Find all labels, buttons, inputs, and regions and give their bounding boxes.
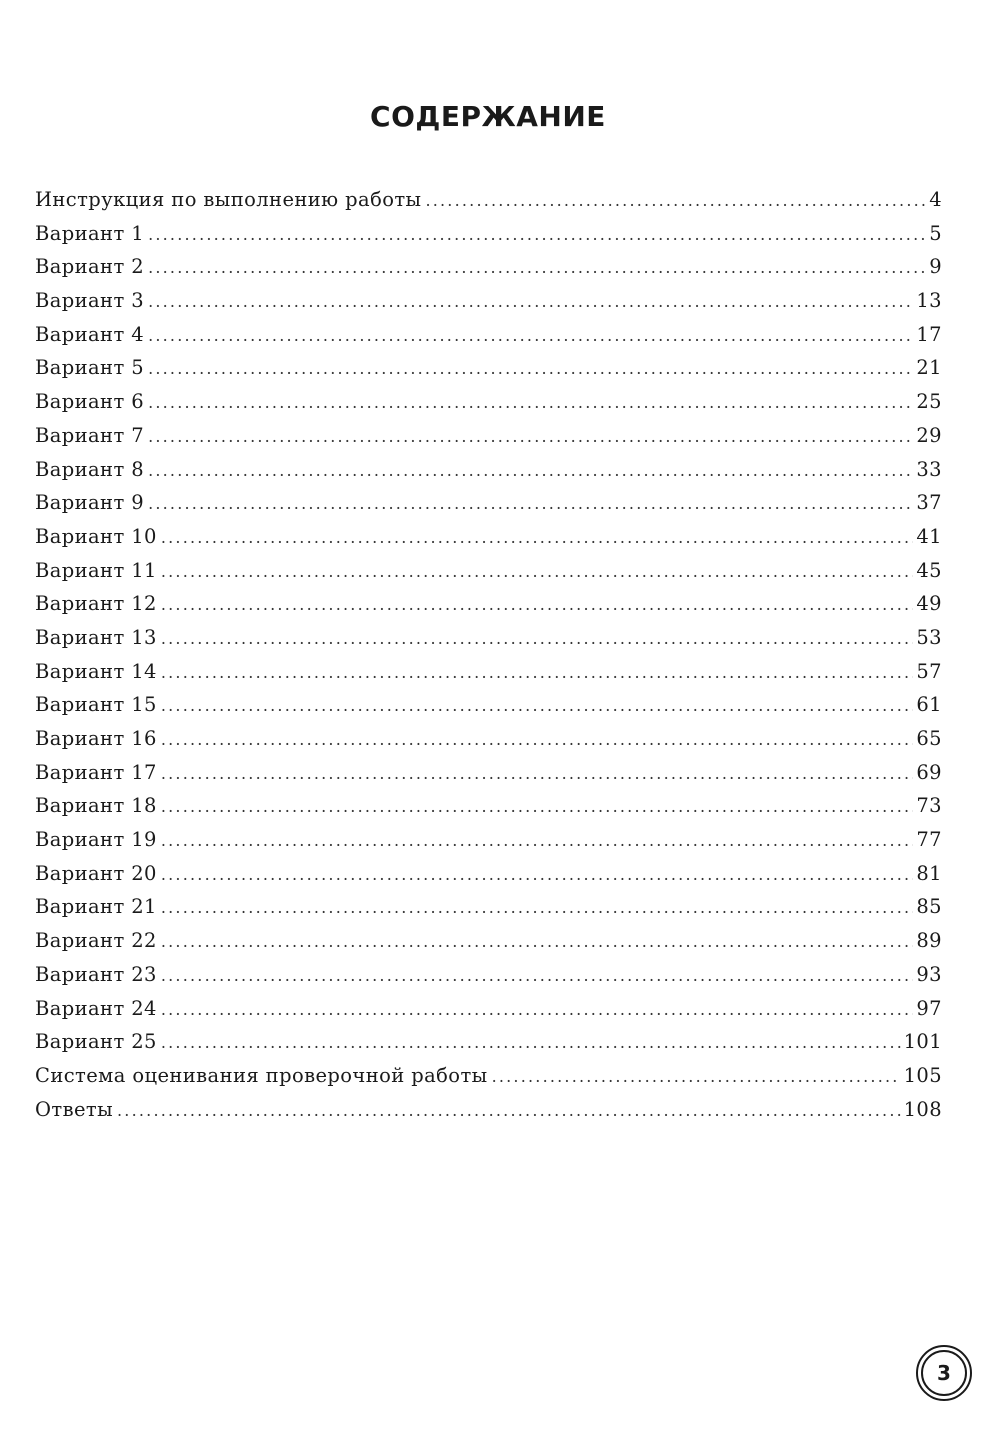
toc-dot-leader <box>161 1026 901 1060</box>
toc-entry-label: Вариант 7 <box>35 423 145 447</box>
toc-entry-label: Вариант 3 <box>35 289 145 313</box>
toc-entry <box>35 823 942 857</box>
toc-entry-label: Ответы <box>35 1097 114 1121</box>
toc-entry-label: Вариант 18 <box>35 794 157 818</box>
toc-dot-leader <box>425 184 926 218</box>
page-number-ring <box>921 1350 967 1396</box>
toc-entry-label: Вариант 15 <box>35 693 157 717</box>
toc-entry-page: 29 <box>916 423 942 447</box>
table-of-contents <box>35 183 942 1126</box>
toc-entry-label: Вариант 12 <box>35 592 157 616</box>
toc-entry-page: 101 <box>903 1030 942 1054</box>
toc-entry-page: 108 <box>903 1097 942 1121</box>
toc-entry-page: 65 <box>916 727 942 750</box>
toc-entry <box>35 1059 942 1093</box>
toc-entry <box>35 284 942 318</box>
toc-dot-leader <box>161 588 914 622</box>
toc-dot-leader <box>161 757 914 791</box>
toc-dot-leader <box>148 285 913 319</box>
toc-entry <box>35 890 942 924</box>
toc-entry-page: 73 <box>916 794 942 818</box>
toc-entry-label: Вариант 5 <box>35 356 145 380</box>
toc-entry <box>35 351 942 385</box>
toc-entry-label: Вариант 11 <box>35 558 157 582</box>
toc-dot-leader <box>148 319 913 353</box>
toc-dot-leader <box>148 454 913 488</box>
toc-entry-page: 53 <box>916 625 942 649</box>
toc-dot-leader <box>148 386 913 420</box>
toc-entry-page: 4 <box>929 188 942 211</box>
toc-entry-page: 97 <box>916 996 942 1020</box>
toc-entry-label: Вариант 10 <box>35 524 157 548</box>
toc-entry-label: Вариант 16 <box>35 727 157 750</box>
toc-dot-leader <box>161 925 914 959</box>
toc-entry <box>35 486 942 520</box>
toc-entry <box>35 857 942 891</box>
toc-entry-label: Вариант 22 <box>35 929 157 953</box>
toc-entry-label: Вариант 19 <box>35 828 157 852</box>
toc-dot-leader <box>117 1094 901 1128</box>
toc-entry <box>35 1093 942 1127</box>
toc-entry-page: 37 <box>916 491 942 515</box>
toc-entry-page: 13 <box>916 289 942 313</box>
toc-entry-label: Вариант 20 <box>35 861 157 885</box>
toc-entry-page: 49 <box>916 592 942 616</box>
toc-dot-leader <box>161 959 914 993</box>
toc-dot-leader <box>161 824 914 858</box>
toc-entry <box>35 756 942 790</box>
toc-dot-leader <box>148 487 913 521</box>
toc-entry <box>35 789 942 823</box>
toc-dot-leader <box>148 420 913 454</box>
toc-entry-label: Вариант 14 <box>35 659 157 683</box>
toc-dot-leader <box>161 858 914 892</box>
toc-entry-label: Вариант 23 <box>35 962 157 986</box>
toc-entry-page: 17 <box>916 322 942 346</box>
toc-entry-label: Вариант 17 <box>35 760 157 784</box>
toc-entry-label: Система оценивания проверочной работы <box>35 1063 488 1087</box>
toc-entry-page: 25 <box>916 390 942 414</box>
toc-entry-label: Вариант 1 <box>35 221 145 245</box>
toc-entry-label: Инструкция по выполнению работы <box>35 188 422 211</box>
toc-entry <box>35 385 942 419</box>
toc-entry <box>35 992 942 1026</box>
toc-dot-leader <box>161 993 914 1027</box>
toc-entry-label: Вариант 4 <box>35 322 145 346</box>
toc-entry-page: 33 <box>916 457 942 481</box>
toc-entry <box>35 318 942 352</box>
toc-entry <box>35 655 942 689</box>
toc-dot-leader <box>161 656 914 690</box>
toc-entry-page: 21 <box>916 356 942 380</box>
toc-entry-label: Вариант 24 <box>35 996 157 1020</box>
toc-dot-leader <box>161 790 914 824</box>
toc-entry <box>35 250 942 284</box>
toc-entry-label: Вариант 9 <box>35 491 145 515</box>
toc-entry-page: 93 <box>916 962 942 986</box>
page-number-badge <box>916 1345 972 1401</box>
toc-dot-leader <box>161 689 914 723</box>
toc-entry <box>35 958 942 992</box>
toc-entry-page: 57 <box>916 659 942 683</box>
toc-entry <box>35 217 942 251</box>
toc-entry-page: 89 <box>916 929 942 953</box>
toc-entry-page: 61 <box>916 693 942 717</box>
toc-entry <box>35 621 942 655</box>
toc-entry-page: 81 <box>916 861 942 885</box>
toc-entry-page: 45 <box>916 558 942 582</box>
toc-entry-page: 85 <box>916 895 942 919</box>
toc-entry <box>35 419 942 453</box>
toc-entry-page: 77 <box>916 828 942 852</box>
toc-entry-label: Вариант 8 <box>35 457 145 481</box>
toc-dot-leader <box>148 218 926 252</box>
toc-entry-label: Вариант 25 <box>35 1030 157 1054</box>
toc-dot-leader <box>161 622 914 656</box>
toc-entry <box>35 722 942 756</box>
toc-dot-leader <box>148 251 926 285</box>
toc-dot-leader <box>161 521 914 555</box>
toc-entry-label: Вариант 13 <box>35 625 157 649</box>
toc-entry <box>35 453 942 487</box>
toc-entry-label: Вариант 21 <box>35 895 157 919</box>
toc-entry-page: 69 <box>916 760 942 784</box>
toc-entry <box>35 688 942 722</box>
toc-entry-page: 41 <box>916 524 942 548</box>
toc-entry-page: 5 <box>929 221 942 245</box>
toc-entry <box>35 587 942 621</box>
toc-dot-leader <box>161 723 914 757</box>
toc-entry <box>35 554 942 588</box>
toc-entry <box>35 183 942 217</box>
page-title: СОДЕРЖАНИЕ <box>370 100 606 133</box>
toc-entry-page: 9 <box>929 255 942 279</box>
toc-dot-leader <box>161 891 914 925</box>
toc-entry <box>35 924 942 958</box>
page-number: 3 <box>937 1361 951 1385</box>
toc-entry <box>35 520 942 554</box>
toc-dot-leader <box>492 1060 901 1094</box>
toc-dot-leader <box>161 555 914 589</box>
toc-entry-label: Вариант 2 <box>35 255 145 279</box>
toc-dot-leader <box>148 352 913 386</box>
toc-entry-page: 105 <box>903 1063 942 1087</box>
toc-entry <box>35 1025 942 1059</box>
toc-entry-label: Вариант 6 <box>35 390 145 414</box>
